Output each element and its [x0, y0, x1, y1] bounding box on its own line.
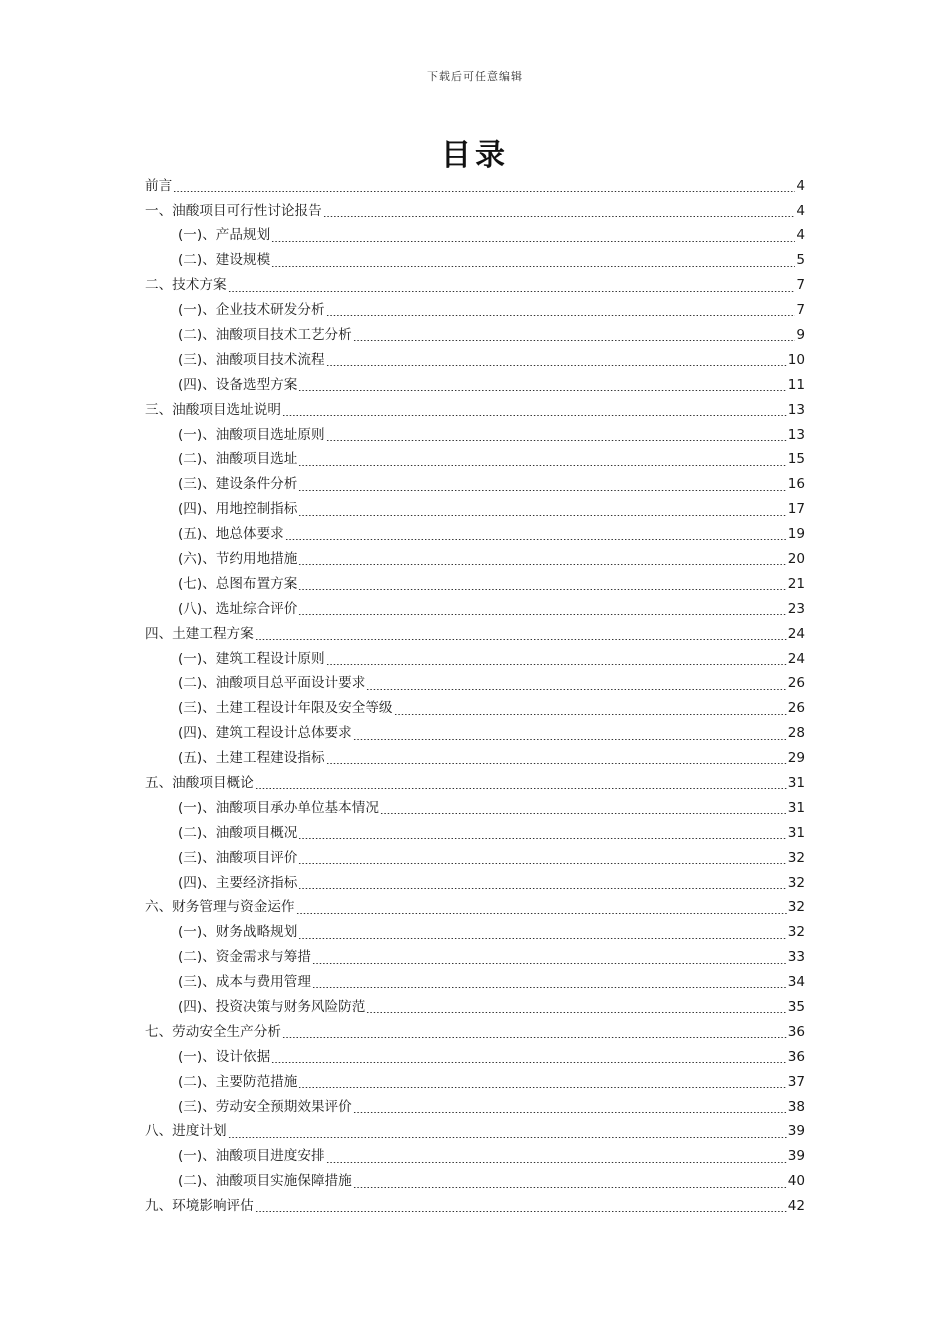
toc-entry[interactable]	[145, 348, 805, 373]
toc-entry-page-number: 32	[787, 849, 805, 866]
toc-dot-leader	[255, 1211, 787, 1212]
toc-entry-page-number: 28	[787, 725, 805, 742]
toc-entry[interactable]	[145, 746, 805, 771]
toc-dot-leader	[285, 539, 787, 540]
toc-dot-leader	[326, 1162, 787, 1163]
toc-entry[interactable]	[145, 1145, 805, 1170]
toc-entry[interactable]	[145, 1170, 805, 1195]
toc-dot-leader	[298, 938, 786, 939]
toc-dot-leader	[323, 216, 796, 217]
toc-entry-page-number: 36	[787, 1023, 805, 1040]
toc-entry-page-number: 31	[787, 799, 805, 816]
toc-dot-leader	[271, 1062, 787, 1063]
toc-dot-leader	[228, 1137, 787, 1138]
toc-entry-label: (七)、总图布置方案	[178, 575, 298, 592]
toc-dot-leader	[298, 589, 786, 590]
toc-entry-page-number: 9	[796, 326, 805, 343]
toc-entry-page-number: 4	[796, 177, 805, 194]
toc-dot-leader	[380, 813, 787, 814]
toc-entry[interactable]	[145, 697, 805, 722]
toc-entry-page-number: 26	[787, 700, 805, 717]
toc-dot-leader	[326, 763, 787, 764]
toc-dot-leader	[298, 614, 786, 615]
toc-entry-label: (一)、油酸项目选址原则	[178, 426, 325, 443]
toc-entry[interactable]	[145, 473, 805, 498]
toc-entry-page-number: 15	[787, 451, 805, 468]
toc-entry-label: (三)、油酸项目技术流程	[178, 351, 325, 368]
toc-entry-label: (二)、主要防范措施	[178, 1073, 298, 1090]
toc-entry-label: (四)、用地控制指标	[178, 501, 298, 518]
toc-entry-page-number: 11	[787, 376, 805, 393]
toc-dot-leader	[394, 714, 787, 715]
toc-dot-leader	[255, 788, 787, 789]
toc-entry[interactable]	[145, 896, 805, 921]
toc-entry[interactable]	[145, 946, 805, 971]
toc-entry-label: (一)、产品规划	[178, 227, 271, 244]
toc-entry-label: (二)、油酸项目概况	[178, 824, 298, 841]
toc-entry-page-number: 13	[787, 426, 805, 443]
toc-entry-page-number: 37	[787, 1073, 805, 1090]
toc-entry-label: (一)、企业技术研发分析	[178, 302, 325, 319]
toc-dot-leader	[298, 838, 786, 839]
toc-dot-leader	[353, 340, 796, 341]
toc-dot-leader	[282, 1037, 787, 1038]
toc-entry-label: (一)、建筑工程设计原则	[178, 650, 325, 667]
toc-dot-leader	[228, 291, 796, 292]
toc-entry-page-number: 19	[787, 526, 805, 543]
toc-entry[interactable]	[145, 1095, 805, 1120]
toc-entry[interactable]	[145, 1195, 805, 1220]
toc-entry[interactable]	[145, 423, 805, 448]
toc-entry-label: (二)、油酸项目总平面设计要求	[178, 675, 366, 692]
toc-entry-label: 四、土建工程方案	[145, 625, 254, 642]
toc-entry-page-number: 23	[787, 600, 805, 617]
toc-entry-label: (五)、地总体要求	[178, 526, 284, 543]
toc-entry-label: (三)、油酸项目评价	[178, 849, 298, 866]
toc-dot-leader	[312, 963, 787, 964]
toc-entry-page-number: 24	[787, 650, 805, 667]
toc-dot-leader	[298, 390, 786, 391]
toc-entry-page-number: 39	[787, 1123, 805, 1140]
toc-entry-label: (四)、投资决策与财务风险防范	[178, 999, 366, 1016]
toc-entry[interactable]	[145, 1020, 805, 1045]
toc-entry-page-number: 4	[796, 227, 805, 244]
toc-dot-leader	[255, 639, 787, 640]
toc-entry-label: (三)、建设条件分析	[178, 476, 298, 493]
toc-dot-leader	[298, 490, 786, 491]
toc-dot-leader	[298, 863, 786, 864]
toc-dot-leader	[326, 664, 787, 665]
toc-dot-leader	[326, 440, 787, 441]
toc-entry[interactable]	[145, 1045, 805, 1070]
toc-dot-leader	[298, 465, 786, 466]
toc-entry[interactable]	[145, 274, 805, 299]
toc-entry-page-number: 10	[787, 351, 805, 368]
toc-entry[interactable]	[145, 199, 805, 224]
table-of-contents	[145, 174, 805, 1219]
toc-entry-label: (二)、资金需求与筹措	[178, 949, 311, 966]
toc-entry[interactable]	[145, 622, 805, 647]
toc-entry-page-number: 31	[787, 775, 805, 792]
toc-entry-label: 五、油酸项目概论	[145, 775, 254, 792]
toc-entry-page-number: 32	[787, 874, 805, 891]
toc-entry-label: (四)、建筑工程设计总体要求	[178, 725, 352, 742]
toc-entry-page-number: 32	[787, 899, 805, 916]
toc-entry[interactable]	[145, 298, 805, 323]
toc-entry-page-number: 36	[787, 1048, 805, 1065]
toc-entry[interactable]	[145, 1120, 805, 1145]
toc-dot-leader	[298, 888, 786, 889]
toc-entry[interactable]	[145, 647, 805, 672]
toc-entry-label: (三)、土建工程设计年限及安全等级	[178, 700, 393, 717]
toc-entry-page-number: 32	[787, 924, 805, 941]
toc-dot-leader	[353, 1187, 787, 1188]
toc-entry-page-number: 17	[787, 501, 805, 518]
toc-entry[interactable]	[145, 921, 805, 946]
toc-entry-page-number: 13	[787, 401, 805, 418]
toc-entry-page-number: 40	[787, 1173, 805, 1190]
toc-entry[interactable]	[145, 498, 805, 523]
toc-entry-label: (二)、建设规模	[178, 252, 271, 269]
toc-dot-leader	[326, 365, 787, 366]
toc-entry[interactable]	[145, 821, 805, 846]
toc-entry[interactable]	[145, 448, 805, 473]
toc-dot-leader	[173, 191, 795, 192]
toc-entry-label: (三)、劳动安全预期效果评价	[178, 1098, 352, 1115]
toc-entry-page-number: 31	[787, 824, 805, 841]
toc-entry-label: (三)、成本与费用管理	[178, 974, 311, 991]
page-header: 下载后可任意编辑	[427, 70, 523, 83]
toc-entry-label: 八、进度计划	[145, 1123, 227, 1140]
toc-entry-page-number: 42	[787, 1198, 805, 1215]
toc-entry-label: 九、环境影响评估	[145, 1198, 254, 1215]
toc-dot-leader	[296, 913, 787, 914]
toc-dot-leader	[326, 315, 796, 316]
toc-entry[interactable]	[145, 572, 805, 597]
toc-dot-leader	[366, 1012, 786, 1013]
toc-entry-page-number: 21	[787, 575, 805, 592]
toc-entry[interactable]	[145, 1070, 805, 1095]
toc-entry-label: (一)、财务战略规划	[178, 924, 298, 941]
toc-entry[interactable]	[145, 174, 805, 199]
toc-entry-label: (一)、油酸项目承办单位基本情况	[178, 799, 379, 816]
toc-entry-page-number: 24	[787, 625, 805, 642]
toc-entry-label: 七、劳动安全生产分析	[145, 1023, 281, 1040]
toc-entry-label: 前言	[145, 177, 173, 194]
toc-entry[interactable]	[145, 249, 805, 274]
toc-entry-label: (四)、设备选型方案	[178, 376, 298, 393]
toc-entry-label: 二、技术方案	[145, 277, 227, 294]
toc-dot-leader	[298, 515, 786, 516]
toc-entry-label: 六、财务管理与资金运作	[145, 899, 295, 916]
toc-entry[interactable]	[145, 547, 805, 572]
toc-entry-page-number: 4	[796, 202, 805, 219]
toc-entry-label: (五)、土建工程建设指标	[178, 750, 325, 767]
toc-entry-label: (四)、主要经济指标	[178, 874, 298, 891]
toc-entry[interactable]	[145, 522, 805, 547]
toc-entry[interactable]	[145, 323, 805, 348]
toc-entry-page-number: 7	[796, 302, 805, 319]
toc-dot-leader	[353, 739, 787, 740]
toc-entry[interactable]	[145, 672, 805, 697]
toc-entry-label: (二)、油酸项目技术工艺分析	[178, 326, 352, 343]
toc-entry[interactable]	[145, 995, 805, 1020]
toc-entry[interactable]	[145, 224, 805, 249]
toc-entry-label: (八)、选址综合评价	[178, 600, 298, 617]
toc-entry-label: 三、油酸项目选址说明	[145, 401, 281, 418]
toc-dot-leader	[366, 689, 786, 690]
toc-entry-label: 一、油酸项目可行性讨论报告	[145, 202, 322, 219]
toc-dot-leader	[271, 266, 795, 267]
toc-dot-leader	[271, 241, 795, 242]
toc-entry-page-number: 39	[787, 1148, 805, 1165]
toc-entry[interactable]	[145, 722, 805, 747]
toc-dot-leader	[298, 1087, 786, 1088]
toc-entry-label: (二)、油酸项目实施保障措施	[178, 1173, 352, 1190]
toc-entry-page-number: 33	[787, 949, 805, 966]
toc-entry-page-number: 5	[796, 252, 805, 269]
toc-entry[interactable]	[145, 597, 805, 622]
toc-entry-page-number: 34	[787, 974, 805, 991]
toc-entry-page-number: 35	[787, 999, 805, 1016]
toc-entry[interactable]	[145, 398, 805, 423]
toc-entry-page-number: 20	[787, 551, 805, 567]
toc-entry[interactable]	[145, 796, 805, 821]
toc-entry[interactable]	[145, 871, 805, 896]
toc-dot-leader	[312, 987, 787, 988]
toc-entry-page-number: 16	[787, 476, 805, 493]
toc-entry-label: (六)、节约用地措施	[178, 551, 298, 567]
toc-entry-page-number: 29	[787, 750, 805, 767]
toc-dot-leader	[282, 415, 787, 416]
toc-dot-leader	[353, 1112, 787, 1113]
toc-entry[interactable]	[145, 373, 805, 398]
toc-entry[interactable]	[145, 771, 805, 796]
toc-entry-label: (二)、油酸项目选址	[178, 451, 298, 468]
toc-title: 目录	[441, 138, 509, 173]
toc-entry[interactable]	[145, 971, 805, 996]
toc-entry-page-number: 26	[787, 675, 805, 692]
toc-entry-label: (一)、油酸项目进度安排	[178, 1148, 325, 1165]
toc-entry-label: (一)、设计依据	[178, 1048, 271, 1065]
toc-dot-leader	[298, 564, 786, 565]
toc-entry-page-number: 38	[787, 1098, 805, 1115]
toc-entry[interactable]	[145, 846, 805, 871]
toc-entry-page-number: 7	[796, 277, 805, 294]
